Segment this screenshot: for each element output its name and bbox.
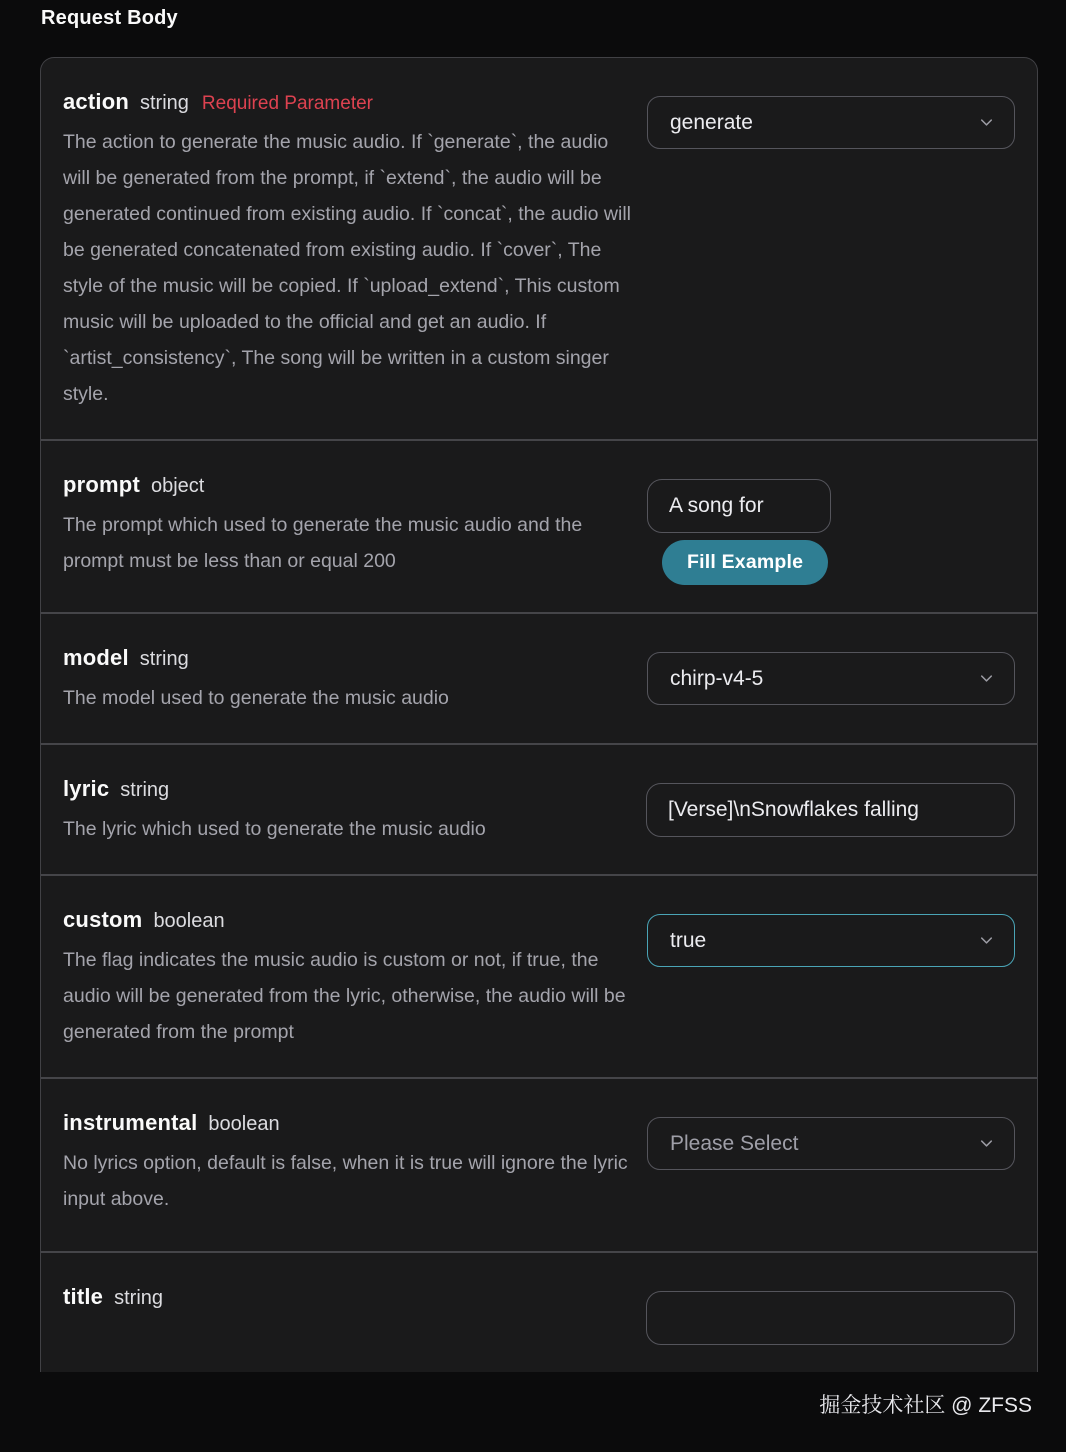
param-control-prompt	[647, 472, 1015, 585]
param-name: action	[63, 89, 129, 114]
param-type: object	[150, 475, 205, 497]
param-name: lyric	[63, 776, 110, 801]
request-body-panel	[40, 57, 1038, 1372]
chevron-down-icon	[977, 669, 996, 688]
param-info-instrumental	[63, 1110, 647, 1217]
param-description: The flag indicates the music audio is custom or not, if true, the audio will be generated from the lyric, otherwise, the audio will be generated from the prompt	[63, 949, 626, 1043]
chevron-down-icon	[977, 931, 996, 950]
chevron-down-icon	[977, 1134, 996, 1153]
param-info-title	[63, 1284, 646, 1319]
param-type: string	[139, 648, 189, 670]
param-row-instrumental	[41, 1077, 1037, 1251]
instrumental-select[interactable]	[647, 1117, 1015, 1170]
param-control-model	[647, 645, 1015, 705]
param-head-prompt	[63, 472, 633, 498]
param-name: instrumental	[63, 1110, 198, 1135]
param-type: string	[140, 92, 189, 114]
page-title: Request Body	[41, 7, 178, 29]
param-description: The model used to generate the music audio	[63, 687, 449, 709]
chevron-down-icon	[977, 113, 996, 132]
param-type: boolean	[208, 1113, 280, 1135]
param-description: The prompt which used to generate the music audio and the prompt must be less than or equal 200	[63, 514, 583, 572]
param-type: string	[114, 1287, 164, 1309]
lyric-input[interactable]	[646, 783, 1015, 837]
title-input[interactable]	[646, 1291, 1015, 1345]
param-info-custom	[63, 907, 647, 1050]
param-head-lyric	[63, 776, 632, 802]
param-row-model	[41, 612, 1037, 743]
param-description: The lyric which used to generate the music audio	[63, 818, 486, 840]
param-head-instrumental	[63, 1110, 633, 1136]
param-control-instrumental	[647, 1110, 1015, 1170]
param-type: boolean	[153, 910, 225, 932]
param-control-custom	[647, 907, 1015, 967]
param-row-action	[41, 58, 1037, 439]
action-select[interactable]	[647, 96, 1015, 149]
param-name: title	[63, 1284, 104, 1309]
param-type: string	[120, 779, 170, 801]
custom-select[interactable]	[647, 914, 1015, 967]
param-name: prompt	[63, 472, 140, 497]
param-info-model	[63, 645, 647, 716]
custom-select-value: true	[670, 928, 707, 952]
instrumental-select-placeholder: Please Select	[670, 1131, 799, 1155]
model-select-value: chirp-v4-5	[670, 666, 764, 690]
model-select[interactable]	[647, 652, 1015, 705]
param-info-lyric	[63, 776, 646, 847]
prompt-input[interactable]	[647, 479, 831, 533]
fill-example-button[interactable]: Fill Example	[662, 540, 828, 585]
param-name: custom	[63, 907, 143, 932]
action-select-value: generate	[670, 110, 753, 134]
watermark: 掘金技术社区 @ ZFSS	[819, 1394, 1032, 1417]
param-info-action	[63, 89, 647, 412]
param-head-model	[63, 645, 633, 671]
param-control-lyric	[646, 776, 1015, 837]
param-info-prompt	[63, 472, 647, 579]
param-row-title	[41, 1251, 1037, 1372]
param-description: The action to generate the music audio. If `generate`, the audio will be generated from the prompt, if `extend`, the audio will be generated continued from existing audio. If `concat`, the audio will be generated concatenated from existing audio. If `cover`, The style of the music will be copied. If `upload_extend`, This custom music will be uploaded to the official and get an audio. If `artist_consistency`, The song will be written in a custom singer style.	[63, 131, 631, 405]
param-head-action	[63, 89, 633, 115]
param-control-action	[647, 89, 1015, 149]
param-description: No lyrics option, default is false, when it is true will ignore the lyric input above.	[63, 1152, 628, 1210]
param-row-prompt	[41, 439, 1037, 612]
param-row-custom	[41, 874, 1037, 1077]
param-head-custom	[63, 907, 633, 933]
param-head-title	[63, 1284, 632, 1310]
param-name: model	[63, 645, 129, 670]
param-control-title	[646, 1284, 1015, 1345]
param-row-lyric	[41, 743, 1037, 874]
required-badge: Required Parameter	[201, 93, 373, 114]
